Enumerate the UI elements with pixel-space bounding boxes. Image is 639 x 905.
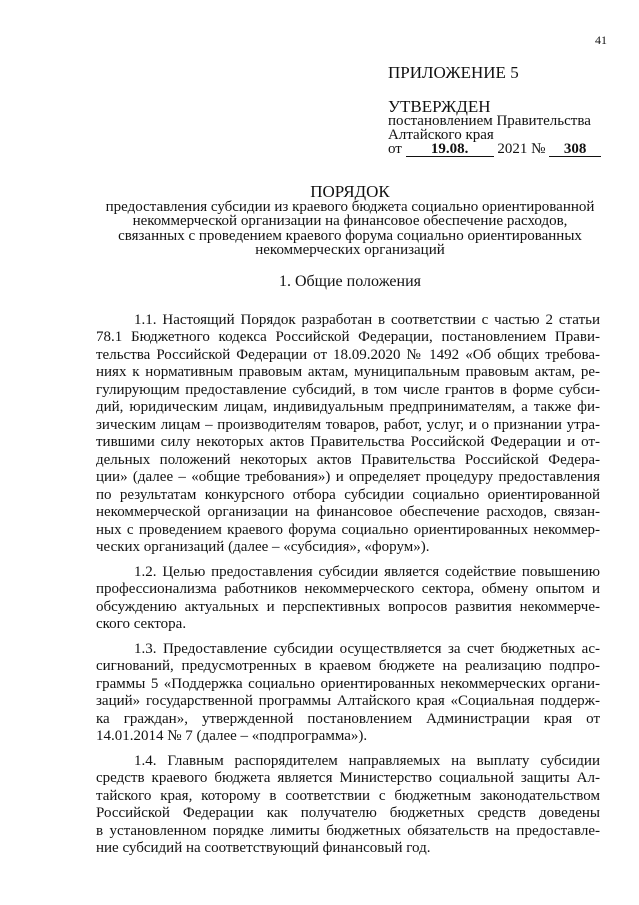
body-text-line: зическим лицам – производителям товаров, работ, услуг, и о признании утра- bbox=[96, 417, 600, 433]
body-text-line: ского сектора. bbox=[96, 616, 187, 632]
body-text-line: профессионализма работников некоммерческого сектора, обмену опытом и bbox=[96, 581, 600, 597]
body-text-line: дий, юридическим лицам, индивидуальным предпринимателям, а также фи- bbox=[96, 399, 600, 415]
section-heading: 1. Общие положения bbox=[278, 273, 422, 290]
body-text-line: ции» (далее – «общие требования») и определяет процедуру предоставления bbox=[96, 469, 600, 485]
body-text-line: 14.01.2014 № 7 (далее – «подпрограмма»). bbox=[96, 728, 368, 744]
document-subtitle-line: предоставления субсидии из краевого бюджета социально ориентированной bbox=[105, 199, 595, 215]
body-text-line: 1.4. Главным распорядителем направляемых на выплату субсидии bbox=[134, 753, 600, 769]
body-text-line: 1.3. Предоставление субсидии осуществляется за счет бюджетных ас- bbox=[134, 641, 600, 657]
approval-number: 308 bbox=[549, 142, 601, 157]
approval-year: 2021 № bbox=[497, 141, 546, 157]
body-text-line: ние субсидий на соответствующий финансовый год. bbox=[96, 840, 431, 856]
page-number: 41 bbox=[595, 33, 607, 47]
body-text-line: ка граждан», утвержденной постановлением Администрации края от bbox=[96, 711, 600, 727]
document-subtitle-line: некоммерческих организаций bbox=[255, 242, 445, 258]
approval-line: Алтайского края bbox=[388, 127, 494, 143]
body-text-line: обсуждению актуальных и перспективных вопросов развития некоммерче- bbox=[96, 599, 600, 615]
document-title: ПОРЯДОК bbox=[310, 182, 390, 201]
body-text-line: заций» государственной программы Алтайского края «Социальная поддерж- bbox=[96, 693, 600, 709]
body-text-line: тайского края, которому в соответствии с бюджетным законодательством bbox=[96, 788, 600, 804]
body-text-line: дельных положений некоторых актов Правительства Российской Федера- bbox=[96, 452, 600, 468]
document-subtitle-line: связанных с проведением краевого форума социально ориентированных bbox=[118, 228, 582, 244]
annex-title: ПРИЛОЖЕНИЕ 5 bbox=[388, 63, 519, 82]
body-text-line: сигнований, предусмотренных в краевом бюджете на реализацию подпро- bbox=[96, 658, 600, 674]
body-text-line: по результатам конкурсного отбора субсидии социально ориентированной bbox=[96, 487, 600, 503]
date-prefix: от bbox=[388, 141, 402, 157]
approval-date: 19.08. bbox=[406, 142, 494, 157]
body-text-line: 1.2. Целью предоставления субсидии является содействие повышению bbox=[134, 564, 600, 580]
body-text-line: гулирующим предоставление субсидий, в том числе грантов в форме субси- bbox=[96, 382, 600, 398]
body-text-line: в установленном порядке лимиты бюджетных обязательств на предоставле- bbox=[96, 823, 600, 839]
body-text-line: тельства Российской Федерации от 18.09.2020 № 1492 «Об общих требова- bbox=[96, 347, 600, 363]
approval-line: постановлением Правительства bbox=[388, 113, 591, 129]
approval-stamp-title: УТВЕРЖДЕН bbox=[388, 97, 491, 116]
body-text-line: тившими силу некоторых актов Правительства Российской Федерации и от- bbox=[96, 434, 600, 450]
approval-date-row bbox=[388, 141, 601, 158]
body-text-line: некоммерческой организации на финансовое обеспечение расходов, связан- bbox=[96, 504, 600, 520]
body-text-line: ниях к нормативным правовым актам, муниципальным правовым актам, ре- bbox=[96, 364, 600, 380]
document-subtitle-line: некоммерческой организации на финансовое обеспечение расходов, bbox=[132, 213, 568, 229]
body-text-line: средств краевого бюджета является Министерство социальной защиты Ал- bbox=[96, 770, 600, 786]
body-text-line: ных с проведением краевого форума социально ориентированных некоммер- bbox=[96, 522, 600, 538]
body-text-line: ческих организаций (далее – «субсидия», «форум»). bbox=[96, 539, 430, 555]
body-text-line: Российской Федерации как получателю бюджетных средств доведены bbox=[96, 805, 600, 821]
body-text-line: граммы 5 «Поддержка социально ориентированных некоммерческих органи- bbox=[96, 676, 600, 692]
body-text-line: 1.1. Настоящий Порядок разработан в соответствии с частью 2 статьи bbox=[134, 312, 600, 328]
body-text-line: 78.1 Бюджетного кодекса Российской Федерации, постановлением Прави- bbox=[96, 329, 600, 345]
